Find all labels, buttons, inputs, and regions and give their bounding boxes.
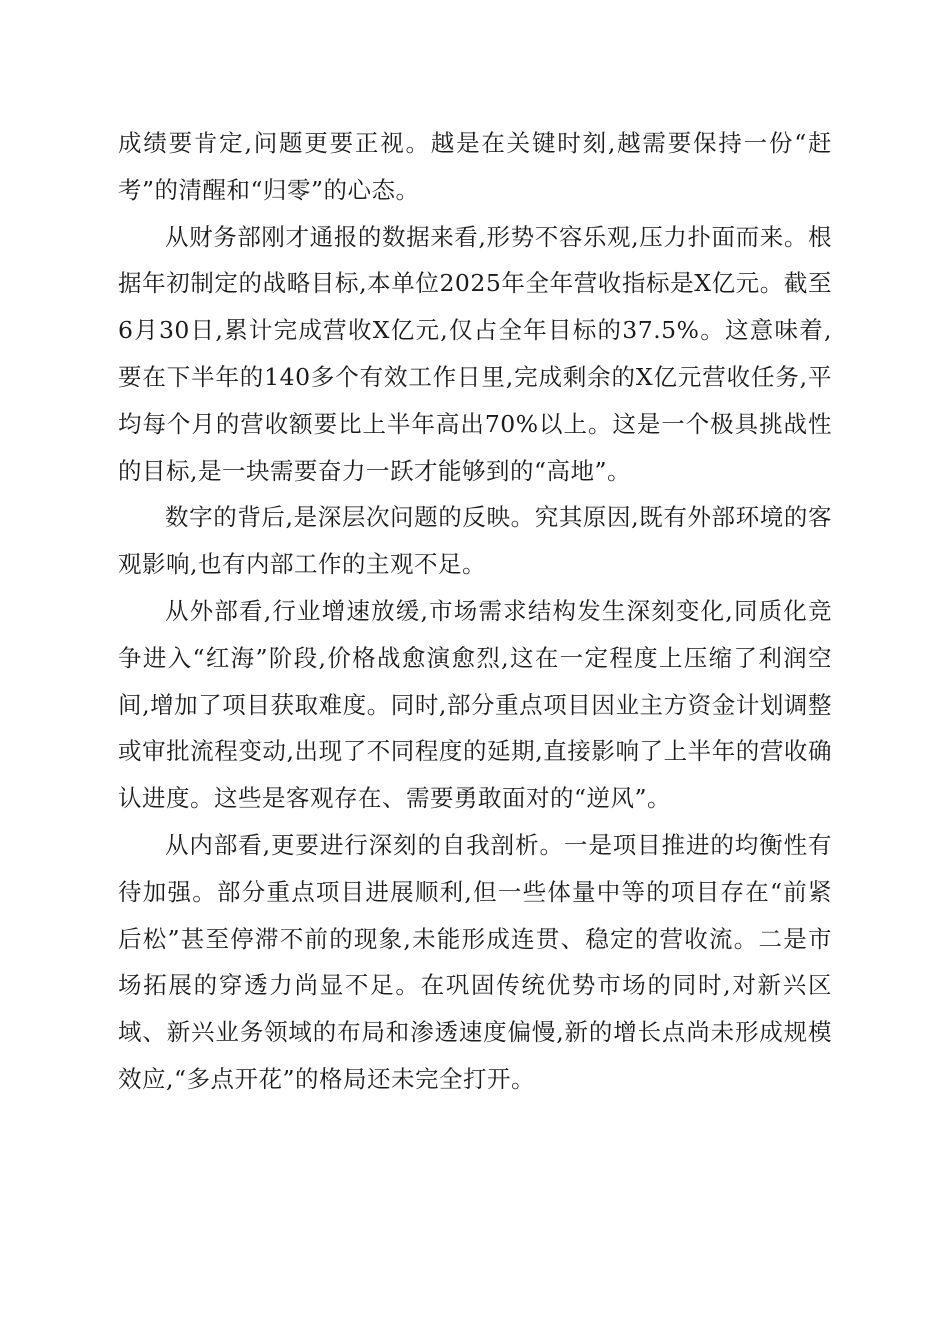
paragraph-2: 从财务部刚才通报的数据来看,形势不容乐观,压力扑面而来。根据年初制定的战略目标,本单位2025年全年营收指标是X亿元。截至6月30日,累计完成营收X亿元,仅占全年目标的37.5%。这意味着,要在下半年的140多个有效工作日里,完成剩余的X亿元营收任务,平均每个月的营收额要比上半年高出70%以上。这是一个极具挑战性的目标,是一块需要奋力一跃才能够到的“高地”。 bbox=[118, 222, 832, 485]
paragraph-3: 数字的背后,是深层次问题的反映。究其原因,既有外部环境的客观影响,也有内部工作的主观不足。 bbox=[118, 503, 832, 579]
paragraph-5: 从内部看,更要进行深刻的自我剖析。一是项目推进的均衡性有待加强。部分重点项目进展顺利,但一些体量中等的项目存在“前紧后松”甚至停滞不前的现象,未能形成连贯、稳定的营收流。二是市场拓展的穿透力尚显不足。在巩固传统优势市场的同时,对新兴区域、新兴业务领域的布局和渗透速度偏慢,新的增长点尚未形成规模效应,“多点开花”的格局还未完全打开。 bbox=[118, 830, 832, 1093]
paragraph-1: 成绩要肯定,问题更要正视。越是在关键时刻,越需要保持一份“赶考”的清醒和“归零”的心态。 bbox=[118, 129, 832, 204]
paragraph-4: 从外部看,行业增速放缓,市场需求结构发生深刻变化,同质化竞争进入“红海”阶段,价格战愈演愈烈,这在一定程度上压缩了利润空间,增加了项目获取难度。同时,部分重点项目因业主方资金计划调整或审批流程变动,出现了不同程度的延期,直接影响了上半年的营收确认进度。这些是客观存在、需要勇敢面对的“逆风”。 bbox=[118, 596, 832, 813]
body-text bbox=[118, 120, 832, 1103]
